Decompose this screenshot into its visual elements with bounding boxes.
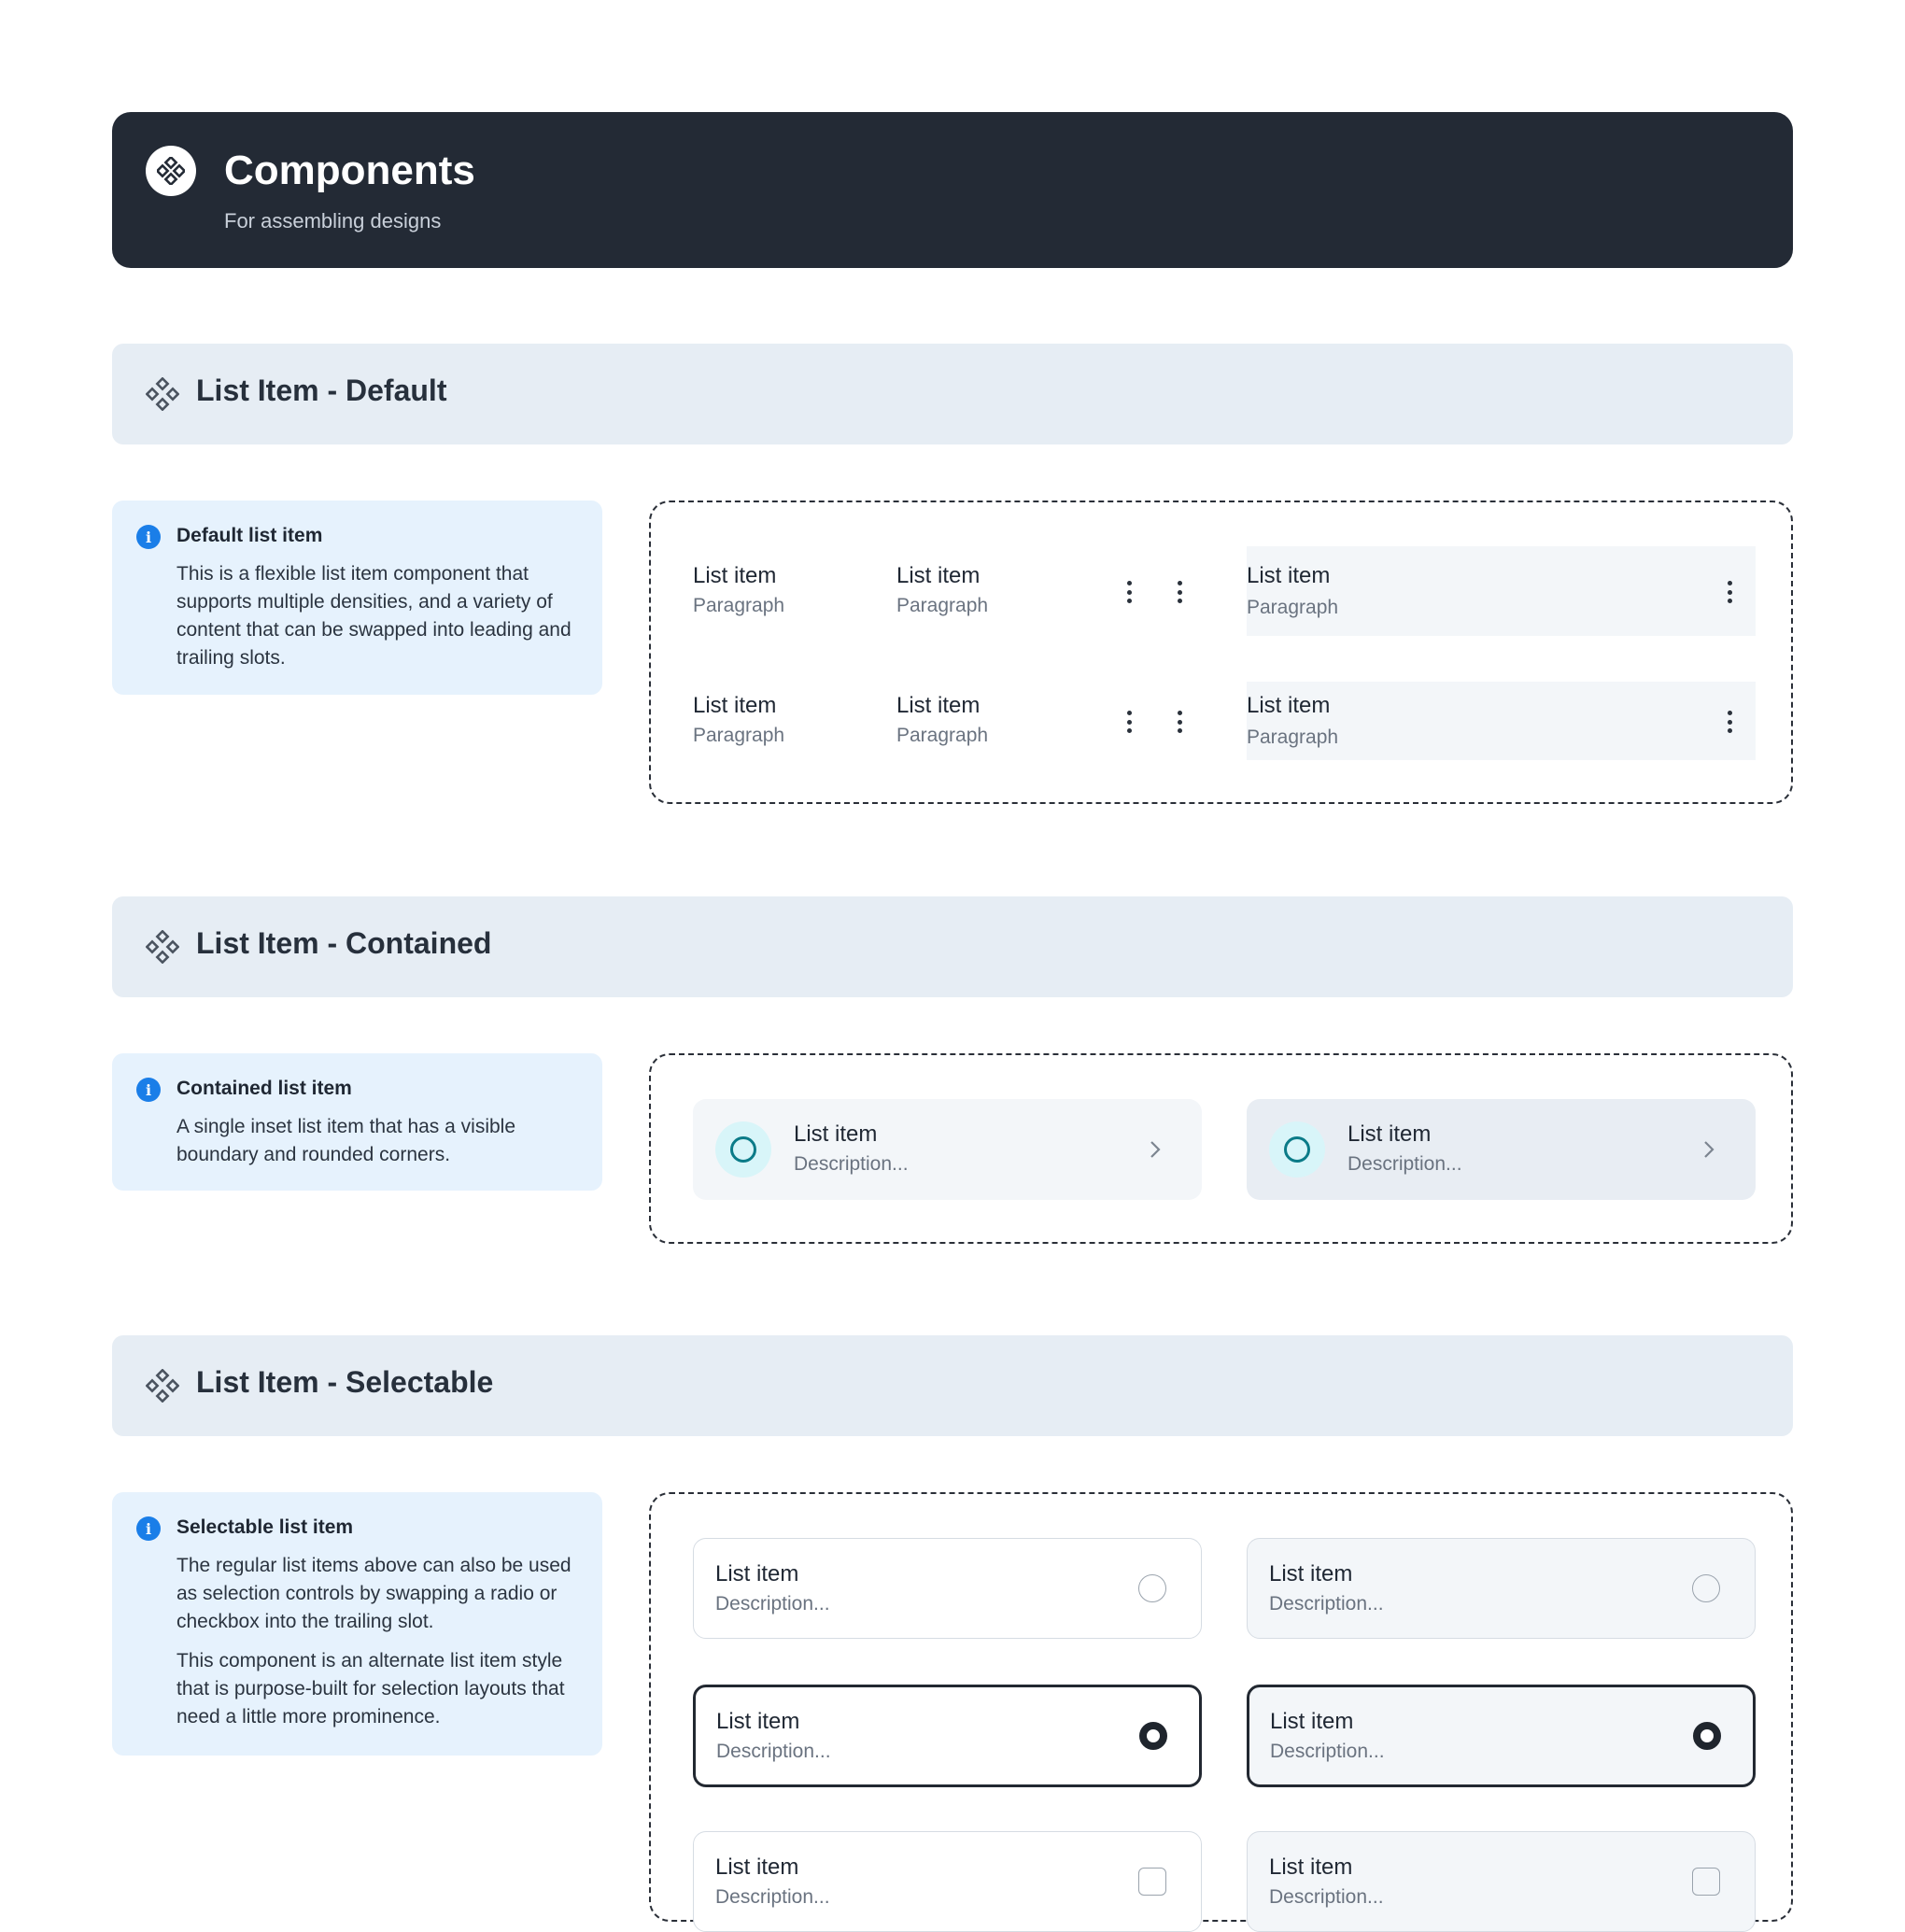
list-item-paragraph: Paragraph — [896, 725, 989, 746]
chevron-right-icon — [1702, 1138, 1715, 1161]
more-vertical-icon[interactable] — [1727, 581, 1732, 603]
info-box-contained — [112, 1053, 602, 1191]
contained-list-item[interactable] — [693, 1099, 1202, 1200]
more-vertical-icon[interactable] — [1126, 711, 1132, 733]
section-list-item-selectable — [112, 1335, 1793, 1436]
more-vertical-icon[interactable] — [1126, 581, 1132, 603]
info-icon: i — [136, 1516, 161, 1541]
selectable-list-item-selected[interactable] — [693, 1685, 1202, 1787]
selectable-list-item-checkbox-hovered[interactable] — [1247, 1831, 1756, 1932]
more-vertical-icon[interactable] — [1177, 581, 1182, 603]
list-item-paragraph: Paragraph — [1247, 726, 1339, 748]
info-icon: i — [136, 1078, 161, 1102]
section-list-item-default — [112, 344, 1793, 444]
list-item-paragraph: Paragraph — [1247, 597, 1339, 618]
list-item-title: List item — [693, 563, 777, 588]
info-title: Selectable list item — [176, 1516, 354, 1538]
list-item-title: List item — [794, 1121, 878, 1147]
list-item-description: Description... — [1269, 1886, 1384, 1908]
list-item[interactable] — [693, 563, 784, 617]
contained-examples-container — [649, 1053, 1793, 1244]
contained-list-item-hovered[interactable] — [1247, 1099, 1756, 1200]
list-item-paragraph: Paragraph — [896, 595, 989, 616]
list-item-title: List item — [1269, 1854, 1353, 1880]
info-box-default — [112, 501, 602, 695]
checkbox[interactable] — [1692, 1868, 1720, 1896]
selectable-list-item-checkbox[interactable] — [693, 1831, 1202, 1932]
more-vertical-icon[interactable] — [1177, 711, 1182, 733]
list-item-hovered[interactable] — [1247, 682, 1756, 760]
section-title: List Item - Default — [196, 374, 447, 407]
component-icon — [146, 930, 179, 964]
radio-button-selected[interactable] — [1139, 1722, 1167, 1750]
info-body: A single inset list item that has a visible boundary and rounded corners. — [176, 1116, 516, 1165]
list-item-title: List item — [1247, 693, 1331, 718]
list-item-description: Description... — [1348, 1153, 1462, 1175]
info-body: This is a flexible list item component that supports multiple densities, and a variety of content that can be swapped into leading and trailing slots. — [176, 563, 572, 669]
list-item-description: Description... — [716, 1741, 831, 1762]
components-logo-icon — [146, 146, 196, 196]
list-item-description: Description... — [715, 1593, 830, 1615]
chevron-right-icon — [1149, 1138, 1162, 1161]
selectable-list-item[interactable] — [693, 1538, 1202, 1639]
list-item-description: Description... — [794, 1153, 909, 1175]
page-title: Components — [224, 148, 475, 193]
list-item-title: List item — [1269, 1561, 1353, 1586]
list-item-title: List item — [693, 693, 777, 718]
list-item-title: List item — [1270, 1709, 1354, 1734]
section-title: List Item - Selectable — [196, 1365, 494, 1399]
list-item-title: List item — [1348, 1121, 1432, 1147]
list-item-description: Description... — [1269, 1593, 1384, 1615]
list-item[interactable] — [896, 693, 988, 747]
list-item[interactable] — [693, 693, 784, 747]
list-item-title: List item — [716, 1709, 800, 1734]
list-item-title: List item — [1247, 563, 1331, 588]
radio-button-selected[interactable] — [1693, 1722, 1721, 1750]
list-item-hovered[interactable] — [1247, 546, 1756, 636]
list-item-title: List item — [896, 693, 981, 718]
page-subtitle: For assembling designs — [224, 209, 442, 233]
status-circle-icon — [715, 1121, 771, 1178]
list-item-description: Description... — [715, 1886, 830, 1908]
component-icon — [146, 1369, 179, 1403]
list-item-paragraph: Paragraph — [693, 595, 785, 616]
list-item-description: Description... — [1270, 1741, 1385, 1762]
more-vertical-icon[interactable] — [1727, 711, 1732, 733]
radio-button[interactable] — [1692, 1574, 1720, 1602]
page-header — [112, 112, 1793, 268]
component-icon — [146, 377, 179, 411]
list-item-title: List item — [715, 1561, 799, 1586]
radio-button[interactable] — [1138, 1574, 1166, 1602]
info-title: Default list item — [176, 525, 323, 546]
section-title: List Item - Contained — [196, 926, 492, 960]
section-list-item-contained — [112, 896, 1793, 997]
list-item-title: List item — [715, 1854, 799, 1880]
selectable-list-item-selected-hovered[interactable] — [1247, 1685, 1756, 1787]
list-item[interactable] — [896, 563, 988, 617]
info-icon: i — [136, 525, 161, 549]
list-item-title: List item — [896, 563, 981, 588]
list-item-paragraph: Paragraph — [693, 725, 785, 746]
info-body: The regular list items above can also be used as selection controls by swapping a radio or checkbox into the trailing slot. This component is an alternate list item style that is purpose-built for selection layouts that need a little more prominence. — [176, 1555, 572, 1728]
info-title: Contained list item — [176, 1078, 352, 1099]
checkbox[interactable] — [1138, 1868, 1166, 1896]
default-examples-container — [649, 501, 1793, 804]
selectable-list-item-hovered[interactable] — [1247, 1538, 1756, 1639]
selectable-examples-container — [649, 1492, 1793, 1922]
status-circle-icon — [1269, 1121, 1325, 1178]
info-box-selectable — [112, 1492, 602, 1756]
